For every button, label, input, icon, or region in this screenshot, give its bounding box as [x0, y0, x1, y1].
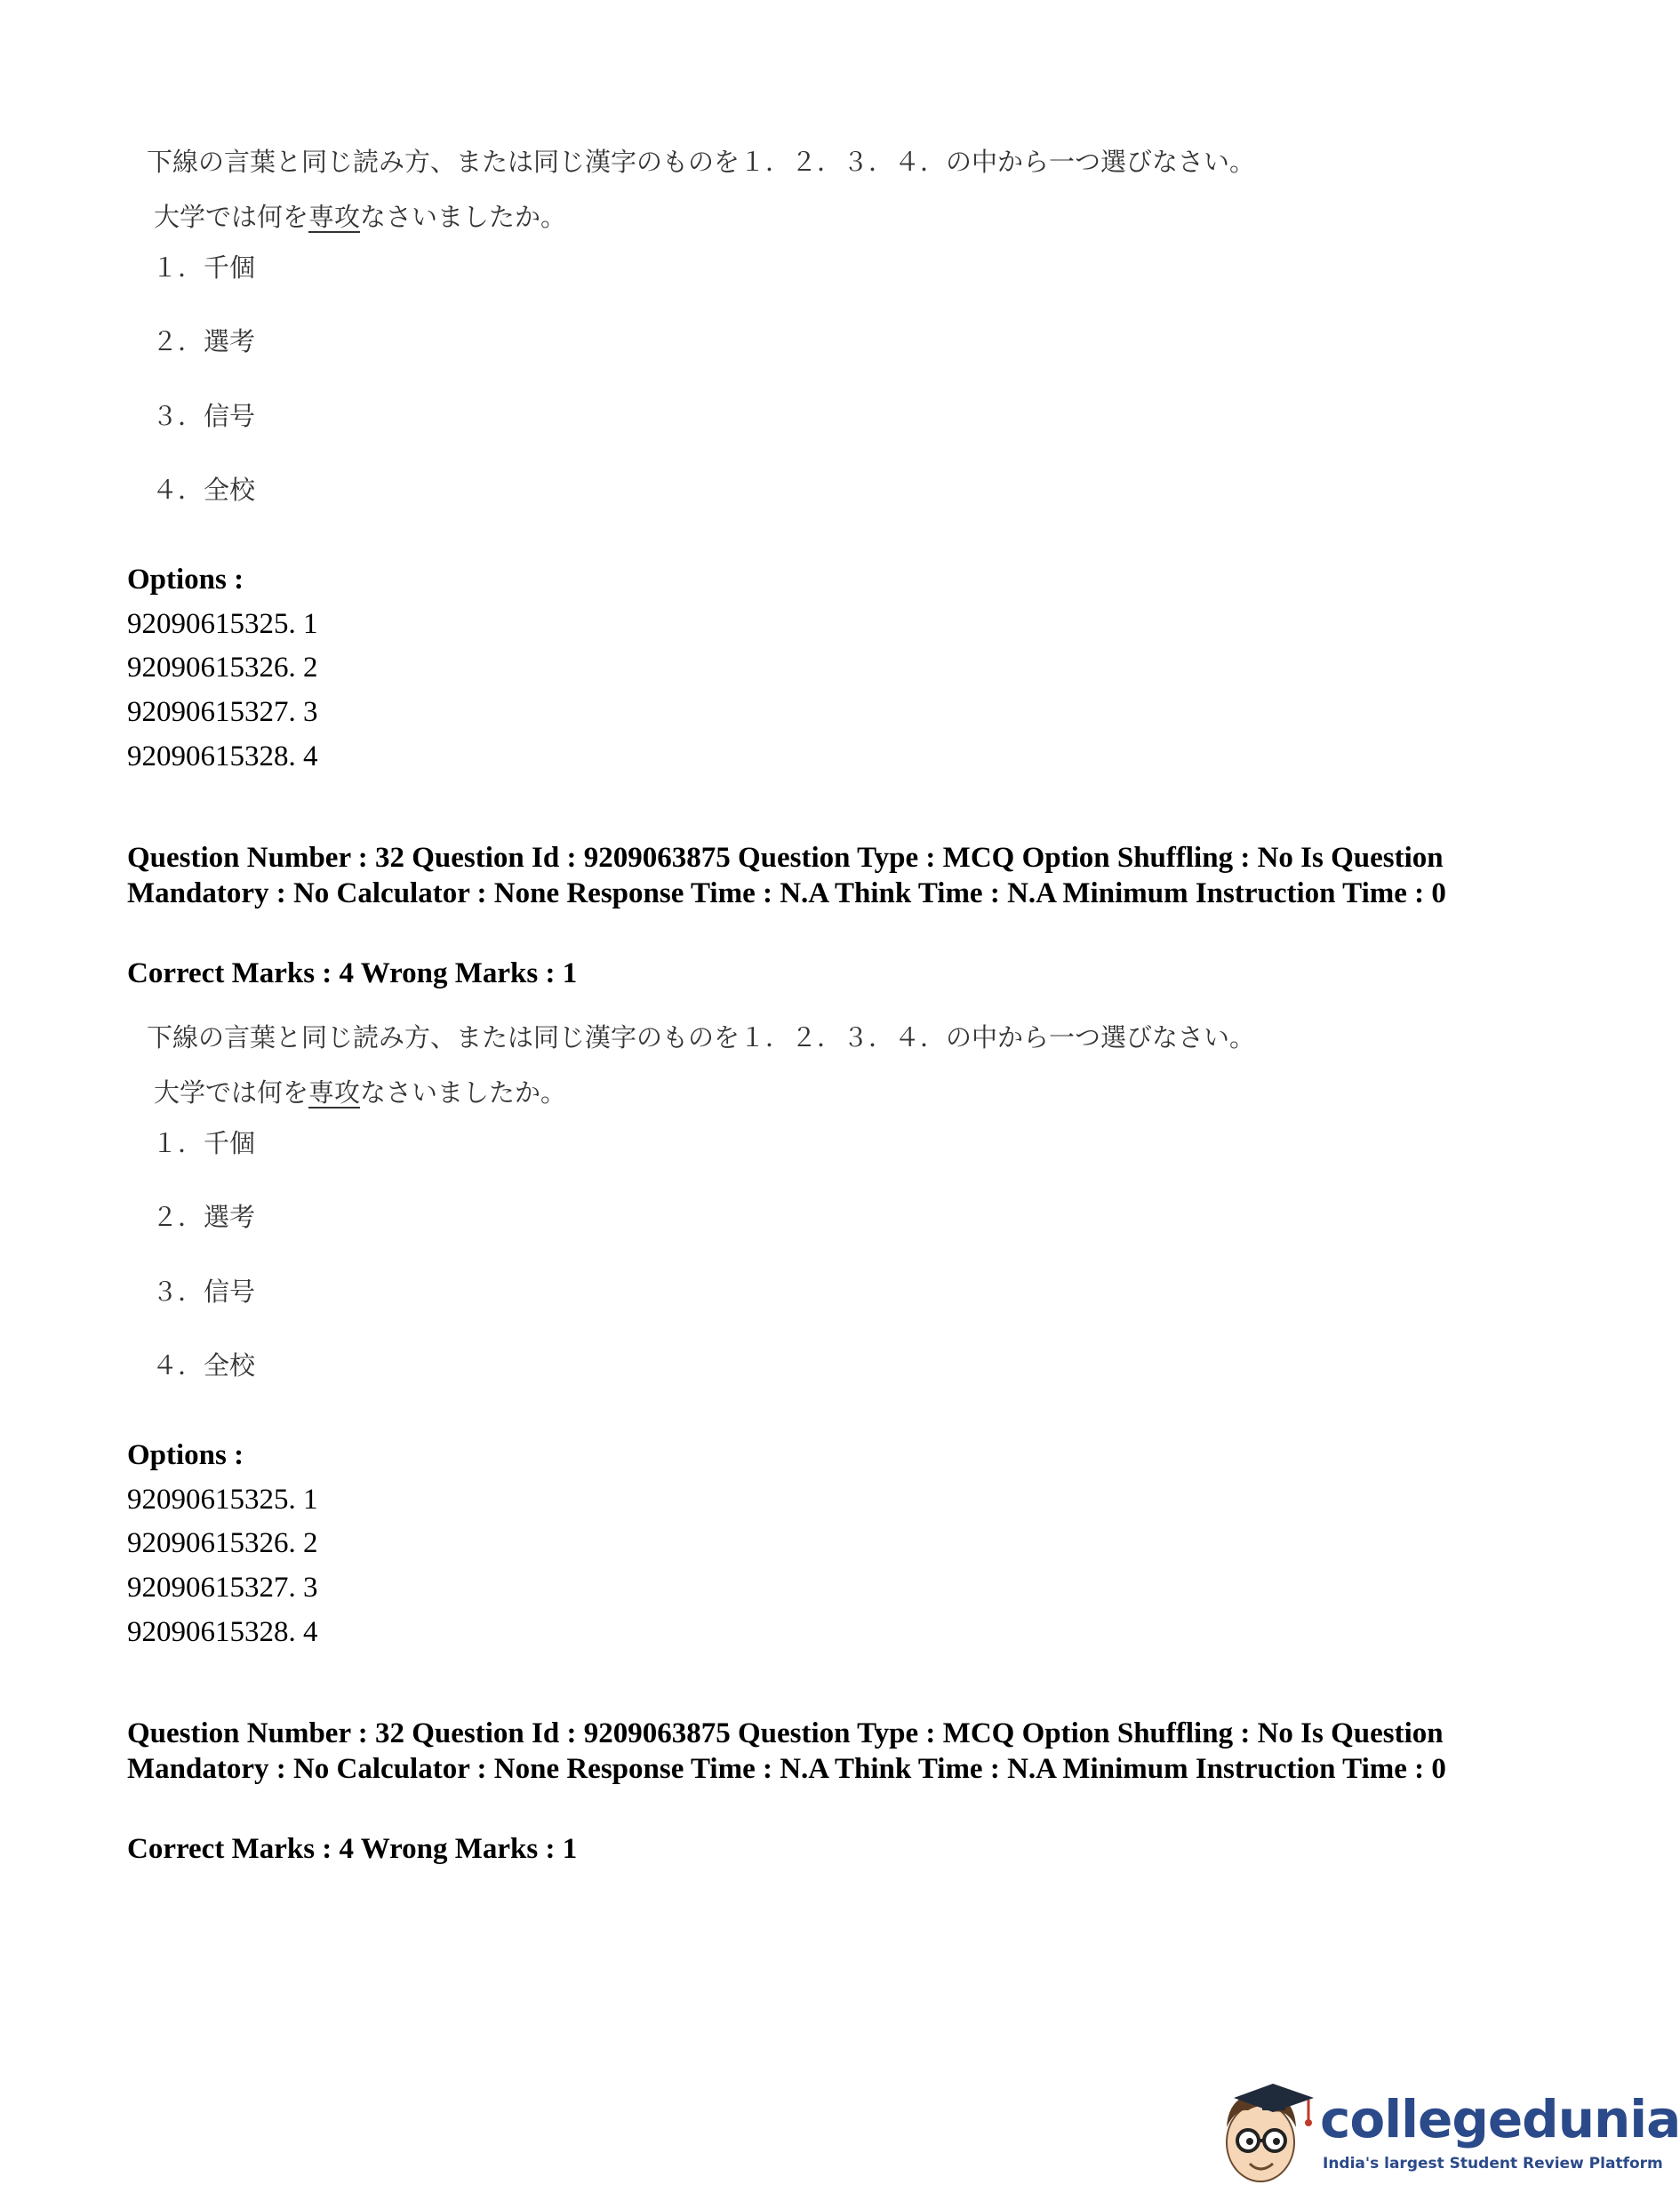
- underlined-word: 専攻: [308, 1077, 361, 1108]
- logo-tagline: India's largest Student Review Platform: [1323, 2155, 1663, 2173]
- choice-1: １．千個: [152, 1128, 256, 1158]
- choice-1: １．千個: [152, 252, 256, 283]
- option-line-1: 92090615325. 1: [127, 1484, 318, 1516]
- choice-4: ４．全校: [152, 475, 256, 505]
- choice-2: ２．選考: [152, 326, 256, 356]
- option-line-2: 92090615326. 2: [127, 1527, 318, 1559]
- question-sentence: 大学では何を専攻なさいましたか。: [154, 1077, 567, 1108]
- options-heading: Options :: [127, 1439, 244, 1471]
- option-line-1: 92090615325. 1: [127, 608, 318, 640]
- option-line-4: 92090615328. 4: [127, 1616, 318, 1648]
- mascot-icon: [1209, 2078, 1324, 2189]
- choice-4: ４．全校: [152, 1350, 256, 1381]
- option-line-2: 92090615326. 2: [127, 652, 318, 684]
- choice-3: ３．信号: [152, 401, 256, 431]
- underlined-word: 専攻: [308, 202, 361, 232]
- question-instruction: 下線の言葉と同じ読み方、または同じ漢字のものを１．２．３．４．の中から一つ選びなさい。: [147, 1022, 1256, 1052]
- question-sentence: 大学では何を専攻なさいましたか。: [154, 202, 567, 232]
- option-line-4: 92090615328. 4: [127, 740, 318, 772]
- question-marks: Correct Marks : 4 Wrong Marks : 1: [127, 957, 578, 989]
- choice-3: ３．信号: [152, 1277, 256, 1307]
- logo-wordmark: collegedunia: [1320, 2089, 1680, 2149]
- question-meta: Question Number : 32 Question Id : 9209063875 Question Type : MCQ Option Shuffling : No Is Question Mandatory : No Calculator : None Response Time : N.A Think Time : N.A Minimum Instruction Time : 0: [127, 1717, 1446, 1785]
- question-marks: Correct Marks : 4 Wrong Marks : 1: [127, 1833, 578, 1865]
- question-meta: Question Number : 32 Question Id : 9209063875 Question Type : MCQ Option Shuffling : No Is Question Mandatory : No Calculator : None Response Time : N.A Think Time : N.A Minimum Instruction Time : 0: [127, 842, 1446, 909]
- question-instruction: 下線の言葉と同じ読み方、または同じ漢字のものを１．２．３．４．の中から一つ選びなさい。: [147, 147, 1256, 177]
- option-line-3: 92090615327. 3: [127, 696, 318, 728]
- option-line-3: 92090615327. 3: [127, 1572, 318, 1604]
- choice-2: ２．選考: [152, 1202, 256, 1232]
- options-heading: Options :: [127, 564, 244, 596]
- collegedunia-logo[interactable]: [1209, 2078, 1680, 2189]
